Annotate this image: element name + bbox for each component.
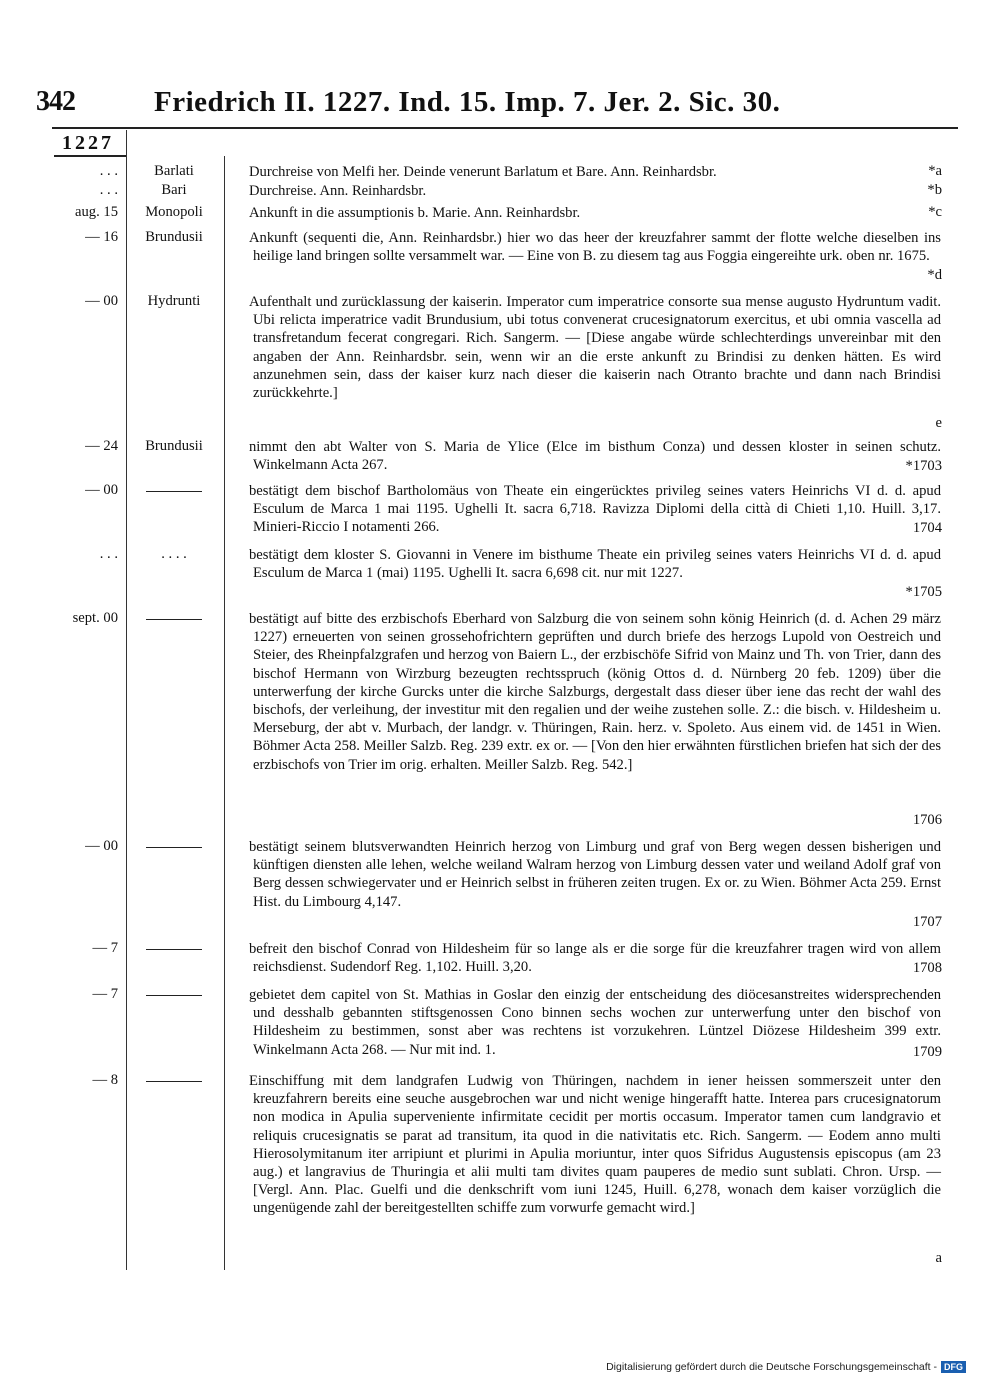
entry-date: — 8 <box>92 1072 118 1088</box>
entry-text: befreit den bischof Conrad von Hildesheim für so lange als er die sorge für die kreuzfahrer tragen wird von allem reichsdienst. Sudendorf Reg. 1,102. Huill. 3,20. <box>249 941 941 976</box>
entry-place: Brundusii <box>145 229 203 245</box>
entry-text: Ankunft (sequenti die, Ann. Reinhardsbr.) hier wo das heer der kreuzfahrer sammt der flotte welche dieselben ins heilige land bringen sollte versammelt war. — Eine von B. zu diesem tag aus Foggia eingereihte urk. oben nr. 1675. <box>249 230 941 265</box>
place-column-divider <box>224 156 225 1270</box>
credit-text: Digitalisierung gefördert durch die Deutsche Forschungsgemeinschaft - <box>606 1361 937 1373</box>
entry-note: a <box>935 1250 942 1266</box>
entry-text: Durchreise. Ann. Reinhardsbr. <box>249 183 427 199</box>
entry-place: Hydrunti <box>147 293 201 309</box>
entry-note: 1709 <box>912 1044 942 1060</box>
entry-date: — 16 <box>85 229 118 245</box>
entry-note: *a <box>928 163 942 179</box>
entry-text: Aufenthalt und zurücklassung der kaiserin. Imperator cum imperatrice consorte sua mense augusto Hydruntum vadit. Ubi relicta imperatrice vadit Brundusium, ubi totus convenerat crucesignatorum exercitus, et ubi omnia vascella ad transfretandum fecerat congregari. Rich. Sangerm. — [Diese angabe würde schlechterdings unvereinbar mit den angaben der Ann. Reinhardsbr. sein, wenn wir an die erste ankunft zu Brindisi zu denken hätten. Es wird anzunehmen sein, dass der kaiser kurz nach dieser die kaiserin nach Otranto brachte und dann nach Brindisi zurückkehrte.] <box>249 294 941 402</box>
entry-note: *1705 <box>905 584 942 600</box>
entry-place: Monopoli <box>145 204 203 220</box>
place-ditto-dash <box>146 491 202 492</box>
entry-date: . . . <box>99 546 118 562</box>
place-ditto-dash <box>146 847 202 848</box>
place-ditto-dash <box>146 949 202 950</box>
year-label: 1227 <box>62 132 114 154</box>
entry-text: Durchreise von Melfi her. Deinde venerunt Barlatum et Bare. Ann. Reinhardsbr. <box>249 164 717 180</box>
entry-note: *d <box>927 267 942 283</box>
entry-note: 1707 <box>912 914 942 930</box>
place-ditto-dash <box>146 619 202 620</box>
entry-place: Bari <box>161 182 187 198</box>
entry-date: — 7 <box>92 986 118 1002</box>
entry-note: 1704 <box>912 520 942 536</box>
entry-text: Einschiffung mit dem landgrafen Ludwig von Thüringen, nachdem in iener heissen sommerszeit unter den kreuzfahrern bereits eine seuche ausgebrochen war und nicht wenige hingerafft hatte. Interea pars crucesignatorum non modica in Apulia superveniente infirmitate cecidit per mortis occasum. Imperator tamen cum landgravio et reliquis crucesignatis se parat ad transitum, ita quod in die nativitatis etc. Rich. Sangerm. — Eodem anno multi Hierosolymitanum iter arripiunt et plurimi in Apulia moriuntur, inter quos Sifridus Augustensis episcopus (am 23 aug.) et langravius de Thuringia et alii multi tam divites quam pauperes de medio sunt sublati. Chron. Ursp. — [Vergl. Ann. Plac. Guelfi und die denkschrift vom iuni 1245, Huill. 6,278, wonach dem kaiser vorzüglich die ungenügende zahl der bereitgestellten schiffe zum vorwurfe gemacht wird.] <box>249 1073 941 1217</box>
entry-date: — 7 <box>92 940 118 956</box>
entry-text: bestätigt dem bischof Bartholomäus von Theate ein eingerücktes privileg seines vaters Heinrichs VI d. d. apud Esculum de Marca 1 mai 1195. Ughelli It. sacra 6,718. Ravizza Diplomi della città di Chieti 1,10. Huill. 3,17. Minieri-Riccio I notamenti 266. <box>249 483 941 536</box>
page-number: 342 <box>36 86 75 117</box>
entry-text: bestätigt dem kloster S. Giovanni in Venere im bisthume Theate ein privileg seines vaters Heinrichs VI d. d. apud Esculum de Marca 1 (mai) 1195. Ughelli It. sacra 6,698 cit. nur mit 1227. <box>249 547 941 582</box>
entry-date: sept. 00 <box>72 610 118 626</box>
entry-place: Brundusii <box>145 438 203 454</box>
entry-text: bestätigt auf bitte des erzbischofs Eberhard von Salzburg die von seinem sohn könig Heinrich (d. d. Achen 29 märz 1227) erneuerten von seinen grossehofrichtern geprüften und durch briefe des herzogs Lupold von Oestreich und Steier, des Rheinpfalzgrafen und herzog von Baiern L., der erzbischöfe Sifrid von Mainz und Th. von Trier, dann des bischof Hermann von Wirzburg bezeugten rechtsspruch (könig Ottos d. d. Nürnberg 20 feb. 1209) über die unterwerfung der kirche Gurcks unter die kirche Salzburgs, dergestalt dass dieser über iene das recht der wahl des bischofs, der verleihung, der investitur mit den regalien und der weihe zustehen solle. Z.: die bisch. v. Hildesheim u. Merseburg, der abt v. Murbach, der landgr. v. Thüringen, Rain. herz. v. Spoleto. Aus einem vid. de 1451 in Wien. Böhmer Acta 258. Meiller Salzb. Reg. 239 extr. ex or. — [Von den hier erwähnten fürstlichen briefen hat sich der des erzbischofs von Trier im orig. erhalten. Meiller Salzb. Reg. 542.] <box>249 611 941 773</box>
entry-date: — 24 <box>85 438 118 454</box>
entry-date: — 00 <box>85 482 118 498</box>
entry-date: — 00 <box>85 838 118 854</box>
entry-note: *1703 <box>905 458 942 474</box>
entry-note: 1706 <box>912 812 942 828</box>
page-title: Friedrich II. 1227. Ind. 15. Imp. 7. Jer. 2. Sic. 30. <box>154 86 781 118</box>
place-ditto-dash <box>146 1081 202 1082</box>
header-rule <box>52 127 958 129</box>
entry-text: nimmt den abt Walter von S. Maria de Ylice (Elce im bisthum Conza) und dessen kloster in seinen schutz. Winkelmann Acta 267. <box>249 439 941 474</box>
year-rule <box>54 155 126 157</box>
entry-text: bestätigt seinem blutsverwandten Heinrich herzog von Limburg und graf von Berg wegen dessen bisherigen und künftigen diensten alle lehen, welche weiland Walram herzog von Limburg dessen vater und weiland Adolf graf von Berg dessen schwiegervater und er Heinrich selbst in früheren zeiten trugen. Ex or. zu Wien. Böhmer Acta 259. Ernst Hist. du Limbourg 4,147. <box>249 839 941 910</box>
entry-note: e <box>935 415 942 431</box>
place-ditto-dash <box>146 995 202 996</box>
entry-text: Ankunft in die assumptionis b. Marie. Ann. Reinhardsbr. <box>249 205 581 221</box>
entry-note: *c <box>928 204 942 220</box>
dfg-logo: DFG <box>941 1361 966 1373</box>
digitization-credit <box>606 1361 966 1373</box>
entry-text: gebietet dem capitel von St. Mathias in Goslar den einzig der entscheidung des diöcesanstreites widersprechenden und desshalb gebannten stiftsgenossen Cono binnen sechs wochen zur unterwerfung unter den bischof von Hildesheim zu bestimmen, sonst aber was rechtens ist vorzukehren. Lüntzel Diözese Hildesheim 399 extr. Winkelmann Acta 268. — Nur mit ind. 1. <box>249 987 941 1058</box>
entry-place: . . . . <box>161 546 187 562</box>
entry-place: Barlati <box>154 163 194 179</box>
date-column-divider <box>126 130 127 1270</box>
entry-date: . . . <box>99 163 118 179</box>
entry-note: *b <box>927 182 942 198</box>
entry-date: . . . <box>99 182 118 198</box>
entry-date: — 00 <box>85 293 118 309</box>
entry-date: aug. 15 <box>75 204 118 220</box>
entry-note: 1708 <box>912 960 942 976</box>
